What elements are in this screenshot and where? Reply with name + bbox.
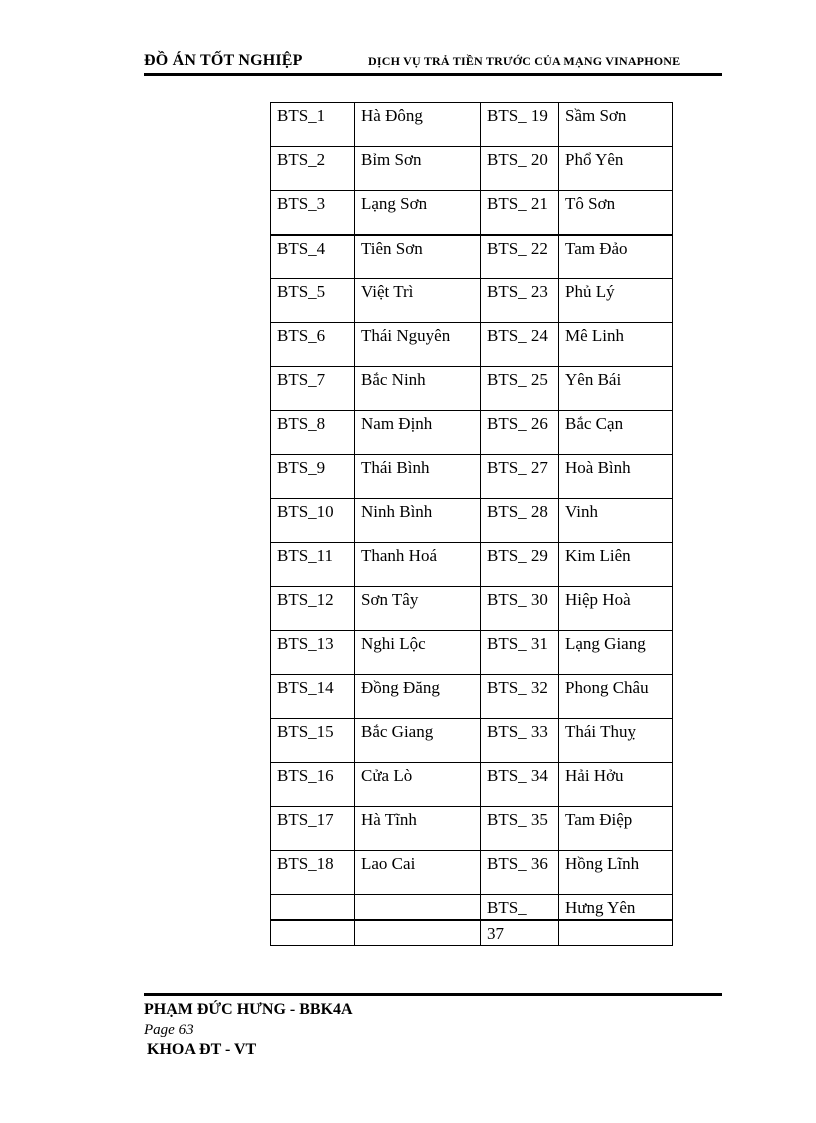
table-row bbox=[271, 367, 673, 411]
table-cell-code-right: BTS_ 25 bbox=[481, 367, 559, 411]
table-cell-location-right: Tô Sơn bbox=[559, 191, 673, 235]
table-row bbox=[271, 851, 673, 895]
table-row bbox=[271, 631, 673, 675]
table-row bbox=[271, 235, 673, 279]
bts-table-body bbox=[271, 103, 673, 946]
table-row bbox=[271, 103, 673, 147]
table-row bbox=[271, 411, 673, 455]
table-cell-code-right: BTS_ 31 bbox=[481, 631, 559, 675]
table-cell-location-right: Kim Liên bbox=[559, 543, 673, 587]
table-cell-code-right: BTS_ 30 bbox=[481, 587, 559, 631]
table-cell-location-right: Hưng Yên bbox=[559, 895, 673, 921]
table-cell-location-right: Hiệp Hoà bbox=[559, 587, 673, 631]
table-cell-location-left: Lao Cai bbox=[355, 851, 481, 895]
table-row bbox=[271, 807, 673, 851]
table-cell-location-left bbox=[355, 920, 481, 946]
table-cell-code-left: BTS_12 bbox=[271, 587, 355, 631]
table-cell-location-left: Bắc Ninh bbox=[355, 367, 481, 411]
table-cell-code-left: BTS_17 bbox=[271, 807, 355, 851]
table-row bbox=[271, 763, 673, 807]
table-cell-code-right: BTS_ 22 bbox=[481, 235, 559, 279]
table-cell-code-left: BTS_18 bbox=[271, 851, 355, 895]
table-cell-code-right: BTS_ 28 bbox=[481, 499, 559, 543]
footer-author: PHẠM ĐỨC HƯNG - BBK4A bbox=[144, 1001, 353, 1018]
table-cell-location-right: Lạng Giang bbox=[559, 631, 673, 675]
table-row bbox=[271, 323, 673, 367]
table-cell-location-right: Sầm Sơn bbox=[559, 103, 673, 147]
table-cell-location-left: Đồng Đăng bbox=[355, 675, 481, 719]
table-row bbox=[271, 920, 673, 946]
page-header bbox=[144, 52, 721, 74]
table-row bbox=[271, 279, 673, 323]
table-cell-code-left: BTS_1 bbox=[271, 103, 355, 147]
table-cell-location-left: Thái Bình bbox=[355, 455, 481, 499]
table-cell-code-right: BTS_ 34 bbox=[481, 763, 559, 807]
table-row bbox=[271, 895, 673, 921]
table-cell-location-left: Bắc Giang bbox=[355, 719, 481, 763]
table-cell-code-left bbox=[271, 895, 355, 921]
table-cell-location-right: Bắc Cạn bbox=[559, 411, 673, 455]
table-cell-code-left: BTS_10 bbox=[271, 499, 355, 543]
table-cell-code-right: BTS_ 29 bbox=[481, 543, 559, 587]
table-cell-location-right: Vinh bbox=[559, 499, 673, 543]
table-cell-code-left: BTS_11 bbox=[271, 543, 355, 587]
table-cell-code-left: BTS_5 bbox=[271, 279, 355, 323]
footer-rule bbox=[144, 993, 722, 996]
footer-department: KHOA ĐT - VT bbox=[147, 1041, 257, 1058]
table-cell-location-right: Yên Bái bbox=[559, 367, 673, 411]
page-footer bbox=[144, 1000, 353, 1060]
table-cell-location-right: Phong Châu bbox=[559, 675, 673, 719]
table-cell-location-right: Mê Linh bbox=[559, 323, 673, 367]
table-cell-location-right: Tam Điệp bbox=[559, 807, 673, 851]
table-cell-code-right: BTS_ 27 bbox=[481, 455, 559, 499]
table-row bbox=[271, 543, 673, 587]
footer-page-number: Page 63 bbox=[144, 1022, 194, 1038]
table-cell-code-left: BTS_2 bbox=[271, 147, 355, 191]
table-cell-code-right: BTS_ 21 bbox=[481, 191, 559, 235]
table-cell-location-left: Thái Nguyên bbox=[355, 323, 481, 367]
header-rule bbox=[144, 73, 722, 76]
table-cell-code-right: BTS_ 23 bbox=[481, 279, 559, 323]
table-row bbox=[271, 499, 673, 543]
table-cell-location-left: Tiên Sơn bbox=[355, 235, 481, 279]
header-document-title: DỊCH VỤ TRẢ TIỀN TRƯỚC CỦA MẠNG VINAPHONE bbox=[368, 54, 681, 68]
table-row bbox=[271, 587, 673, 631]
table-cell-code-right: BTS_ 19 bbox=[481, 103, 559, 147]
table-cell-code-right: BTS_ bbox=[481, 895, 559, 921]
table-cell-code-left: BTS_16 bbox=[271, 763, 355, 807]
table-cell-code-left: BTS_14 bbox=[271, 675, 355, 719]
table-cell-location-left: Hà Đông bbox=[355, 103, 481, 147]
table-cell-location-right: Hải Hởu bbox=[559, 763, 673, 807]
table-cell-code-left: BTS_6 bbox=[271, 323, 355, 367]
table-row bbox=[271, 191, 673, 235]
table-cell-code-right: BTS_ 32 bbox=[481, 675, 559, 719]
table-cell-code-left: BTS_15 bbox=[271, 719, 355, 763]
table-cell-code-right: BTS_ 35 bbox=[481, 807, 559, 851]
table-row bbox=[271, 719, 673, 763]
table-cell-location-right: Thái Thuỵ bbox=[559, 719, 673, 763]
table-cell-code-left: BTS_13 bbox=[271, 631, 355, 675]
table-cell-location-left: Thanh Hoá bbox=[355, 543, 481, 587]
table-cell-code-left: BTS_8 bbox=[271, 411, 355, 455]
table-cell-code-right: BTS_ 24 bbox=[481, 323, 559, 367]
table-cell-location-right: Phủ Lý bbox=[559, 279, 673, 323]
table-cell-code-right: BTS_ 26 bbox=[481, 411, 559, 455]
table-cell-code-right: BTS_ 20 bbox=[481, 147, 559, 191]
table-row bbox=[271, 147, 673, 191]
header-thesis-title: ĐỒ ÁN TỐT NGHIỆP bbox=[144, 52, 303, 69]
table-row bbox=[271, 675, 673, 719]
table-cell-location-left: Hà Tĩnh bbox=[355, 807, 481, 851]
table-cell-code-left: BTS_3 bbox=[271, 191, 355, 235]
table-cell-code-right: BTS_ 33 bbox=[481, 719, 559, 763]
table-cell-location-left: Cửa Lò bbox=[355, 763, 481, 807]
table-cell-code-left: BTS_4 bbox=[271, 235, 355, 279]
table-row bbox=[271, 455, 673, 499]
table-cell-location-right bbox=[559, 920, 673, 946]
table-cell-location-right: Tam Đảo bbox=[559, 235, 673, 279]
table-cell-code-left bbox=[271, 920, 355, 946]
table-cell-code-right: BTS_ 36 bbox=[481, 851, 559, 895]
table-cell-location-right: Hoà Bình bbox=[559, 455, 673, 499]
table-cell-location-left: Sơn Tây bbox=[355, 587, 481, 631]
table-cell-location-left bbox=[355, 895, 481, 921]
table-cell-location-left: Nghi Lộc bbox=[355, 631, 481, 675]
table-cell-location-left: Nam Định bbox=[355, 411, 481, 455]
bts-table bbox=[270, 102, 673, 946]
table-cell-code-right: 37 bbox=[481, 920, 559, 946]
table-cell-location-left: Bỉm Sơn bbox=[355, 147, 481, 191]
table-cell-code-left: BTS_7 bbox=[271, 367, 355, 411]
table-cell-location-right: Phổ Yên bbox=[559, 147, 673, 191]
table-cell-location-left: Ninh Bình bbox=[355, 499, 481, 543]
table-cell-code-left: BTS_9 bbox=[271, 455, 355, 499]
table-cell-location-left: Việt Trì bbox=[355, 279, 481, 323]
table-cell-location-left: Lạng Sơn bbox=[355, 191, 481, 235]
table-cell-location-right: Hồng Lĩnh bbox=[559, 851, 673, 895]
